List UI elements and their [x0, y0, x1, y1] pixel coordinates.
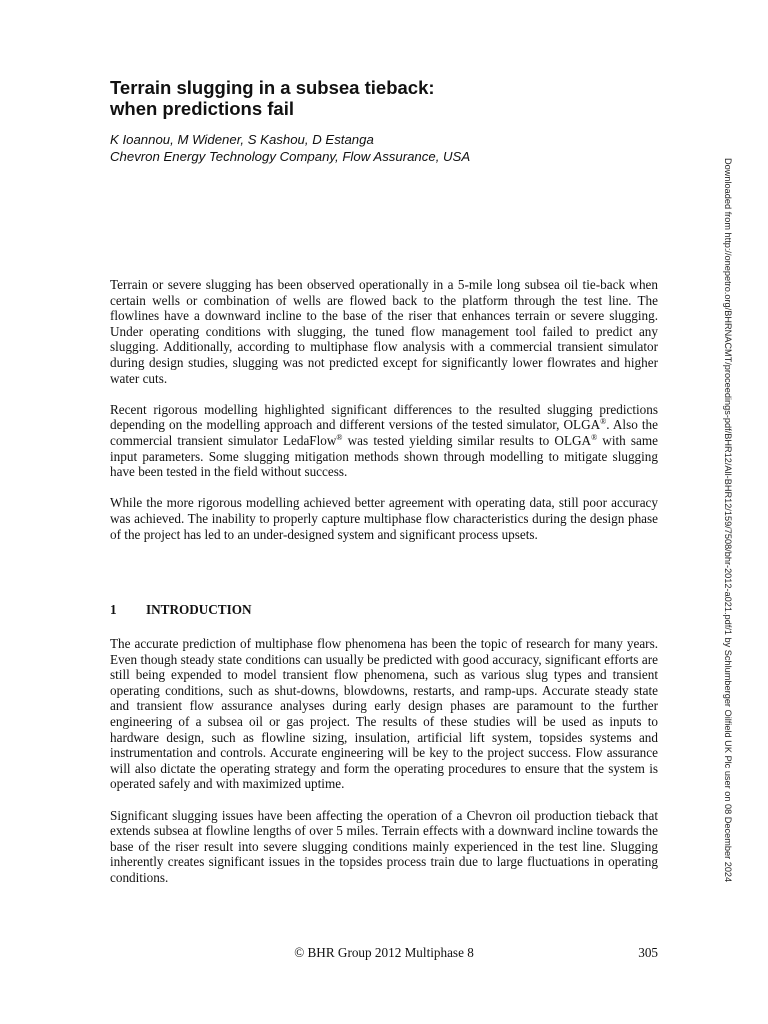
registered-mark: ® — [591, 432, 598, 442]
section-number: 1 — [110, 602, 117, 617]
abstract-paragraph-1: Terrain or severe slugging has been observed operationally in a 5-mile long subsea oil tie-back when certain wells or combination of wells are flowed back to the platform through the test line. The flowlines have a downward incline to the base of the riser that enhances terrain or severe slugging. Under operating conditions with slugging, the tuned flow management tool failed to predict any slugging. Additionally, according to multiphase flow analysis with a commercial transient simulator during design studies, slugging was not predicted except for significantly lower flowrates and higher water cuts. — [110, 277, 658, 386]
title-line-2: when predictions fail — [110, 98, 294, 119]
body-paragraph-2: Significant slugging issues have been affecting the operation of a Chevron oil production tieback that extends subsea at flowline lengths of over 5 miles. Terrain effects with a downward incline towards the base of the riser result into severe slugging conditions mainly experienced in the test line. Slugging inherently creates significant issues in the topsides process train due to large fluctuations in operating conditions. — [110, 807, 658, 885]
abstract-paragraph-3: While the more rigorous modelling achieved better agreement with operating data, still poor accuracy was achieved. The inability to properly capture multiphase flow characteristics during the design phase of the project has led to an under-designed system and significant process upsets. — [110, 495, 658, 542]
abstract — [110, 277, 658, 542]
body-paragraph-1: The accurate prediction of multiphase flow phenomena has been the topic of research for many years. Even though steady state conditions can usually be predicted with good accuracy, significant efforts are still being expended to model transient flow phenomena, such as various slug types and transient operating conditions, such as shut-downs, blowdowns, restarts, and ramp-ups. Accurate steady state and transient flow assurance analyses during early design phases are paramount to the further engineering of a subsea oil or gas project. The results of these studies will be used as inputs to hardware design, such as flowline sizing, insulation, artificial lift system, topsides systems and instrumentation and controls. Accurate engineering will be key to the project success. Flow assurance will also dictate the operating strategy and form the operating procedures to ensure that the system is operated safely and with maximized uptime. — [110, 636, 658, 792]
registered-mark: ® — [336, 432, 343, 442]
abstract-p2-text-4: with same input parameters. Some slugging mitigation methods shown through modelling to mitigate slugging have been tested in the field without success. — [110, 432, 659, 480]
affiliation: Chevron Energy Technology Company, Flow Assurance, USA — [110, 148, 471, 164]
author-block — [110, 132, 670, 165]
download-watermark: Downloaded from http://onepetro.org/BHRNACMT/proceedings-pdf/BHR12/All-BHR12/159/7508/bhr-2012-a021.pdf/1 by Schlumberger Oilfield UK Plc user on 08 December 2024 — [723, 158, 733, 883]
page-number: 305 — [638, 945, 658, 960]
abstract-p2-text-2: . Also the commercial transient simulator LedaFlow — [110, 417, 658, 448]
authors: K Ioannou, M Widener, S Kashou, D Estanga — [110, 132, 374, 147]
abstract-paragraph-2 — [110, 402, 658, 480]
abstract-p2-text-1: Recent rigorous modelling highlighted significant differences to the resulted slugging predictions depending on the modelling approach and different versions of the tested simulator, OLGA — [110, 401, 658, 433]
registered-mark: ® — [600, 417, 607, 427]
section-title: INTRODUCTION — [146, 602, 252, 617]
section-heading — [110, 602, 252, 618]
paper-title — [110, 77, 670, 119]
title-line-1: Terrain slugging in a subsea tieback: — [110, 77, 435, 98]
section-body — [110, 636, 658, 886]
footer-copyright: © BHR Group 2012 Multiphase 8 — [294, 945, 474, 960]
abstract-p2-text-3: was tested yielding similar results to OLGA — [342, 432, 592, 448]
